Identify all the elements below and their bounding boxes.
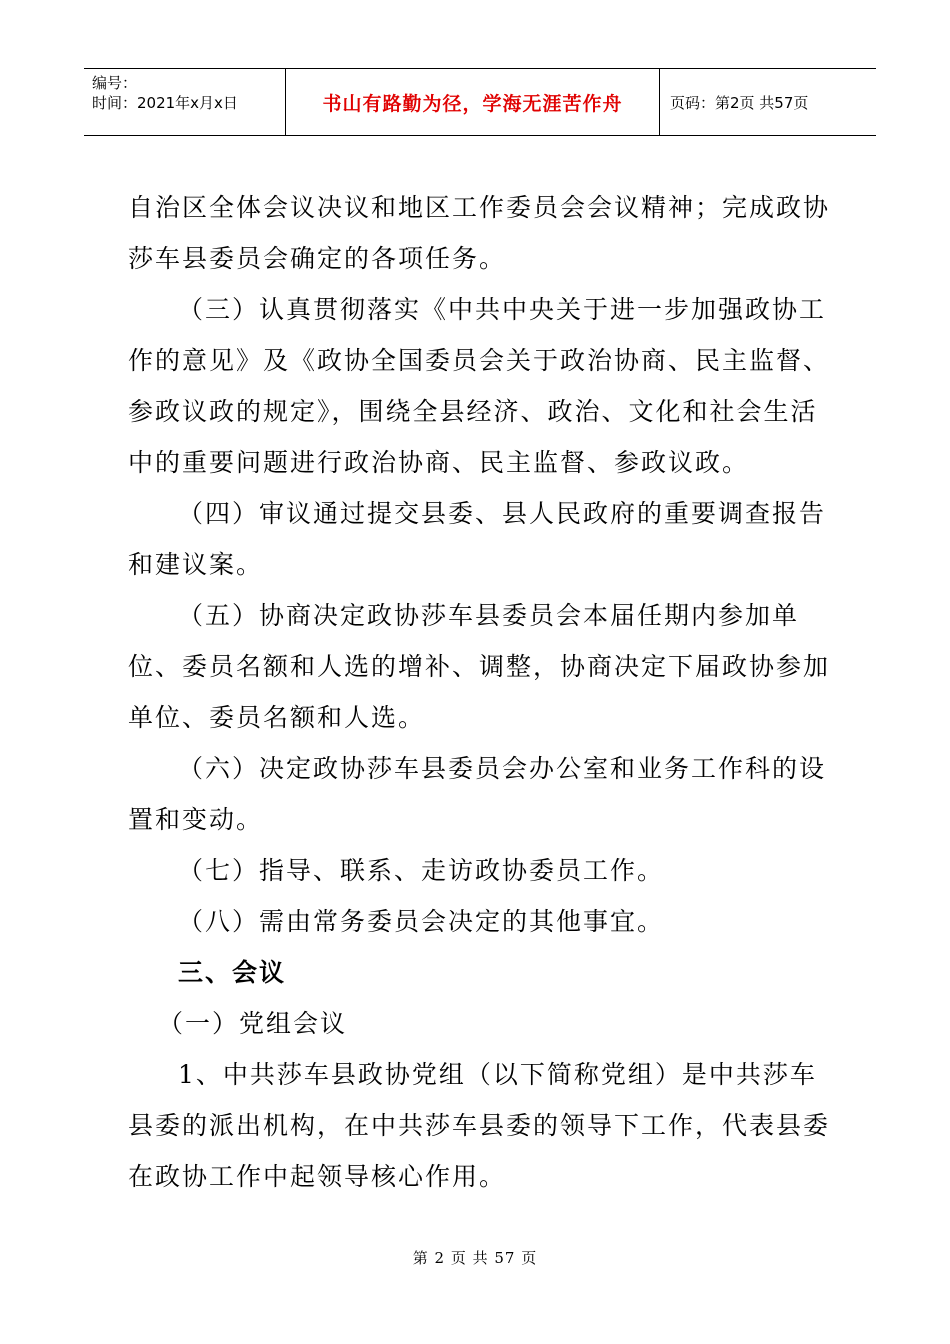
- sub-heading: （一）党组会议: [158, 1009, 348, 1038]
- header-page-cell: [660, 69, 876, 135]
- header-page-label: 页码：第2页 共57页: [670, 93, 809, 112]
- page-header: [84, 68, 876, 136]
- document-time-label: 时间：2021年x月x日: [92, 94, 238, 112]
- body-paragraph: （六）决定政协莎车县委员会办公室和业务工作科的设置和变动。: [128, 754, 827, 834]
- body-paragraph: （八）需由常务委员会决定的其他事宜。: [178, 907, 665, 936]
- page-footer: 第 2 页 共 57 页: [412, 1249, 538, 1267]
- body-paragraph: （五）协商决定政协莎车县委员会本届任期内参加单位、委员名额和人选的增补、调整，协商决定下届政协参加单位、委员名额和人选。: [128, 601, 831, 732]
- body-paragraph: 1、中共莎车县政协党组（以下简称党组）是中共莎车县委的派出机构，在中共莎车县委的领导下工作，代表县委在政协工作中起领导核心作用。: [128, 1060, 831, 1191]
- body-paragraph: （四）审议通过提交县委、县人民政府的重要调查报告和建议案。: [128, 499, 827, 579]
- body-paragraph: （三）认真贯彻落实《中共中央关于进一步加强政协工作的意见》及《政协全国委员会关于政治协商、民主监督、参政议政的规定》，围绕全县经济、政治、文化和社会生活中的重要问题进行政治协商、民主监督、参政议政。: [128, 295, 831, 477]
- header-meta: [84, 69, 286, 135]
- header-motto-cell: [286, 69, 660, 135]
- header-motto: 书山有路勤为径，学海无涯苦作舟: [322, 92, 623, 115]
- document-body: [128, 182, 832, 1202]
- body-paragraph: 自治区全体会议决议和地区工作委员会会议精神；完成政协莎车县委员会确定的各项任务。: [128, 193, 831, 273]
- body-paragraph: （七）指导、联系、走访政协委员工作。: [178, 856, 665, 885]
- document-number-label: 编号：: [92, 74, 138, 92]
- section-heading: 三、会议: [178, 958, 287, 987]
